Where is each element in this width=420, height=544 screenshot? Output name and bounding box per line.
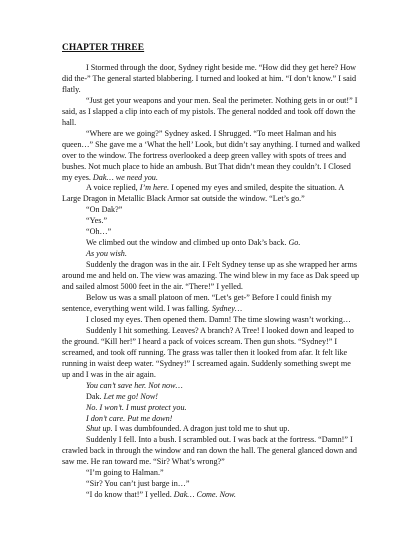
paragraph <box>62 468 360 479</box>
text-run: “I’m going to Halman.” <box>86 468 164 478</box>
text-run: Below us was a small platoon of men. “Let’s get-” Before I could finish my sentence, everything went wild. I was falling. <box>62 293 332 313</box>
paragraph <box>62 315 360 326</box>
text-run: Suddenly the dragon was in the air. I Felt Sydney tense up as she wrapped her arms around me and held on. The view was amazing. The wind blew in my face as Dak speed up and sailed almost 5000 feet in the air. “There!” I yelled. <box>62 260 360 292</box>
paragraph <box>62 435 360 468</box>
paragraph <box>62 216 360 227</box>
paragraph <box>62 96 360 129</box>
paragraph <box>62 490 360 501</box>
paragraph <box>62 260 360 293</box>
text-run: “I do know that!” I yelled. <box>86 490 174 500</box>
paragraph <box>62 205 360 216</box>
text-run: I closed my eyes. Then opened them. Damn! The time slowing wasn’t working… <box>86 314 351 324</box>
text-run: Suddenly I fell. Into a bush. I scrambled out. I was back at the fortress. “Damn!” I crawled back in through the window and ran down the hall. The general glanced down and saw me. He ran toward me. “Sir? What’s wrong?” <box>62 435 357 467</box>
italic-run: I’m here. <box>139 183 170 193</box>
italic-run: You can’t save her. Not now… <box>86 380 183 390</box>
text-run: We climbed out the window and climbed up onto Dak’s back. <box>86 238 289 248</box>
paragraph <box>62 249 360 260</box>
chapter-heading: CHAPTER THREE <box>62 43 145 53</box>
italic-run: Dak… we need you. <box>92 172 158 182</box>
italic-run: No. I won’t. I must protect you. <box>86 402 187 412</box>
text-run: Suddenly I hit something. Leaves? A branch? A Tree! I looked down and leaped to the ground. “Kill her!” I heard a pack of voices scream. Then gun shots. “Sydney!” I screamed, and took off running. The grass was taller then it looked from afar. It felt like running in waist deep water. “Sydney!” I screamed again. Suddenly something swept me up and I was in the air again. <box>62 325 354 379</box>
paragraph <box>62 227 360 238</box>
text-run: I was dumbfounded. A dragon just told me to shut up. <box>112 424 290 434</box>
italic-run: Shut up. <box>86 424 113 434</box>
paragraph <box>62 414 360 425</box>
paragraph <box>62 326 360 381</box>
text-run: “Oh…” <box>86 227 112 237</box>
paragraph <box>62 129 360 184</box>
italic-run: Sydney… <box>211 303 243 313</box>
paragraph <box>62 403 360 414</box>
text-run: “Where are we going?” Sydney asked. I Shrugged. “To meet Halman and his queen…” She gave me a ‘What the hell’ Look, but didn’t say anything. I turned and walked over to the window. The fortress overlooked a deep green valley with spots of trees and bushes. Not much place to hide an ambush. But That didn’t mean they couldn’t. I Closed my eyes. <box>62 128 360 182</box>
text-run: I Stormed through the door, Sydney right beside me. “How did they get here? How did the-” The general started blabbering. I turned and looked at him. “I don’t know.” I said flatly. <box>62 63 357 94</box>
paragraph <box>62 392 360 403</box>
italic-run: Let me go! Now! <box>103 391 158 401</box>
chapter-body <box>62 63 360 501</box>
text-run: I opened my eyes and smiled, despite the situation. A Large Dragon in Metallic Black Armor sat outside the window. “Let’s go.” <box>62 183 344 204</box>
italic-run: Go. <box>288 238 301 248</box>
paragraph <box>62 183 360 205</box>
paragraph <box>62 424 360 435</box>
text-run: “On Dak?” <box>86 205 123 215</box>
text-run: “Yes.” <box>86 216 108 226</box>
paragraph <box>62 63 360 96</box>
italic-run: As you wish. <box>86 249 127 259</box>
paragraph <box>62 479 360 490</box>
text-run: Dak. <box>86 391 104 401</box>
paragraph <box>62 381 360 392</box>
text-run: “Just get your weapons and your men. Seal the perimeter. Nothing gets in or out!” I said, as I slapped a clip into each of my pistols. The general nodded and took off down the hall. <box>62 95 358 127</box>
text-run: A voice replied, <box>86 183 140 193</box>
text-run: “Sir? You can’t just barge in…” <box>86 479 190 489</box>
paragraph <box>62 238 360 249</box>
italic-run: I don’t care. Put me down! <box>86 413 173 423</box>
paragraph <box>62 293 360 315</box>
italic-run: Dak… Come. Now. <box>173 490 236 500</box>
